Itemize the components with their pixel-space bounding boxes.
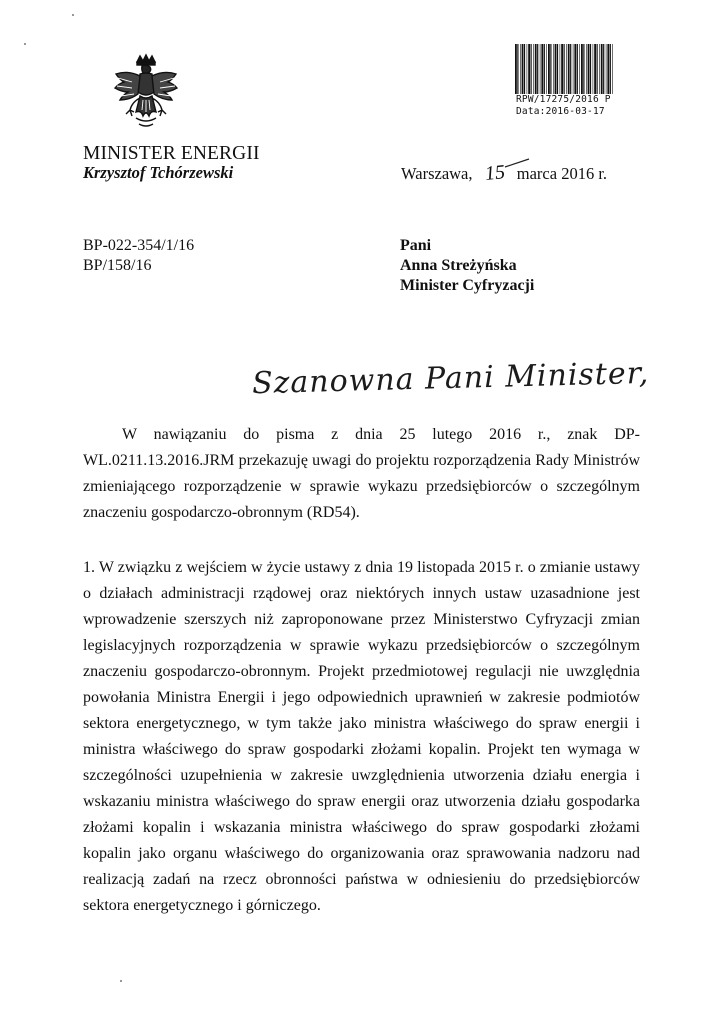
barcode-icon [514, 44, 614, 94]
barcode-registration-number: RPW/17275/2016 P [516, 94, 611, 105]
handwritten-salutation: Szanowna Pani Minister, [251, 355, 650, 402]
scan-speck [72, 14, 74, 16]
place-date [401, 162, 607, 185]
body-paragraph-2: 1. W związku z wejściem w życie ustawy z dnia 19 listopada 2015 r. o zmianie ustawy o działach administracji rządowej oraz niektórych innych ustaw uzasadnione jest wprowadzenie szerszych niż zaproponowane przez Ministerstwo Cyfryzacji zmian legislacyjnych rozporządzenia w sprawie wykazu przedsiębiorców o szczególnym znaczeniu gospodarczo-obronnym. Projekt przedmiotowej regulacji nie uwzględnia powołania Ministra Energii i jego odpowiednich uprawnień w zakresie podmiotów sektora energetycznego, w tym także jako ministra właściwego do spraw energii i ministra właściwego do spraw gospodarki złożami kopalin. Projekt ten wymaga w szczególności uzupełnienia w zakresie uwzględnienia utworzenia działu energia i wskazaniu ministra właściwego do spraw energii oraz utworzenia działu gospodarka złożami kopalin i wskazania ministra właściwego do spraw gospodarki złożami kopalin jako organu właściwego do organizowania oraz sprawowania nadzoru nad realizacją zadań na rzecz obronności państwa w odniesieniu do przedsiębiorców sektora energetycznego i górniczego. [83, 559, 640, 914]
date-month-year: marca 2016 r. [516, 164, 608, 183]
recipient-position: Minister Cyfryzacji [400, 277, 535, 294]
scan-speck [24, 43, 26, 45]
reference-numbers [83, 236, 194, 276]
minister-title: MINISTER ENERGII [83, 143, 260, 164]
scan-speck [120, 980, 122, 982]
barcode-date: Data:2016-03-17 [516, 106, 605, 117]
recipient-title: Pani [400, 237, 432, 254]
pen-stroke-mark [503, 158, 531, 168]
body-paragraph-1: W nawiązaniu do pisma z dnia 25 lutego 2016 r., znak DP-WL.0211.13.2016.JRM przekazuję uwagi do projektu rozporządzenia Rady Ministrów zmieniającego rozporządzenie w sprawie wykazu przedsiębiorców o szczególnym znaczeniu gospodarczo-obronnym (RD54). [83, 426, 640, 521]
recipient-block [400, 236, 534, 296]
place-name: Warszawa, [401, 164, 473, 183]
polish-eagle-emblem-icon [110, 52, 182, 136]
minister-name: Krzysztof Tchórzewski [83, 163, 234, 182]
barcode-stamp [514, 44, 618, 118]
reference-number-1: BP-022-354/1/16 [83, 237, 195, 254]
recipient-name: Anna Streżyńska [400, 257, 517, 274]
reference-number-2: BP/158/16 [83, 257, 152, 274]
handwritten-day: 15 [483, 161, 506, 185]
